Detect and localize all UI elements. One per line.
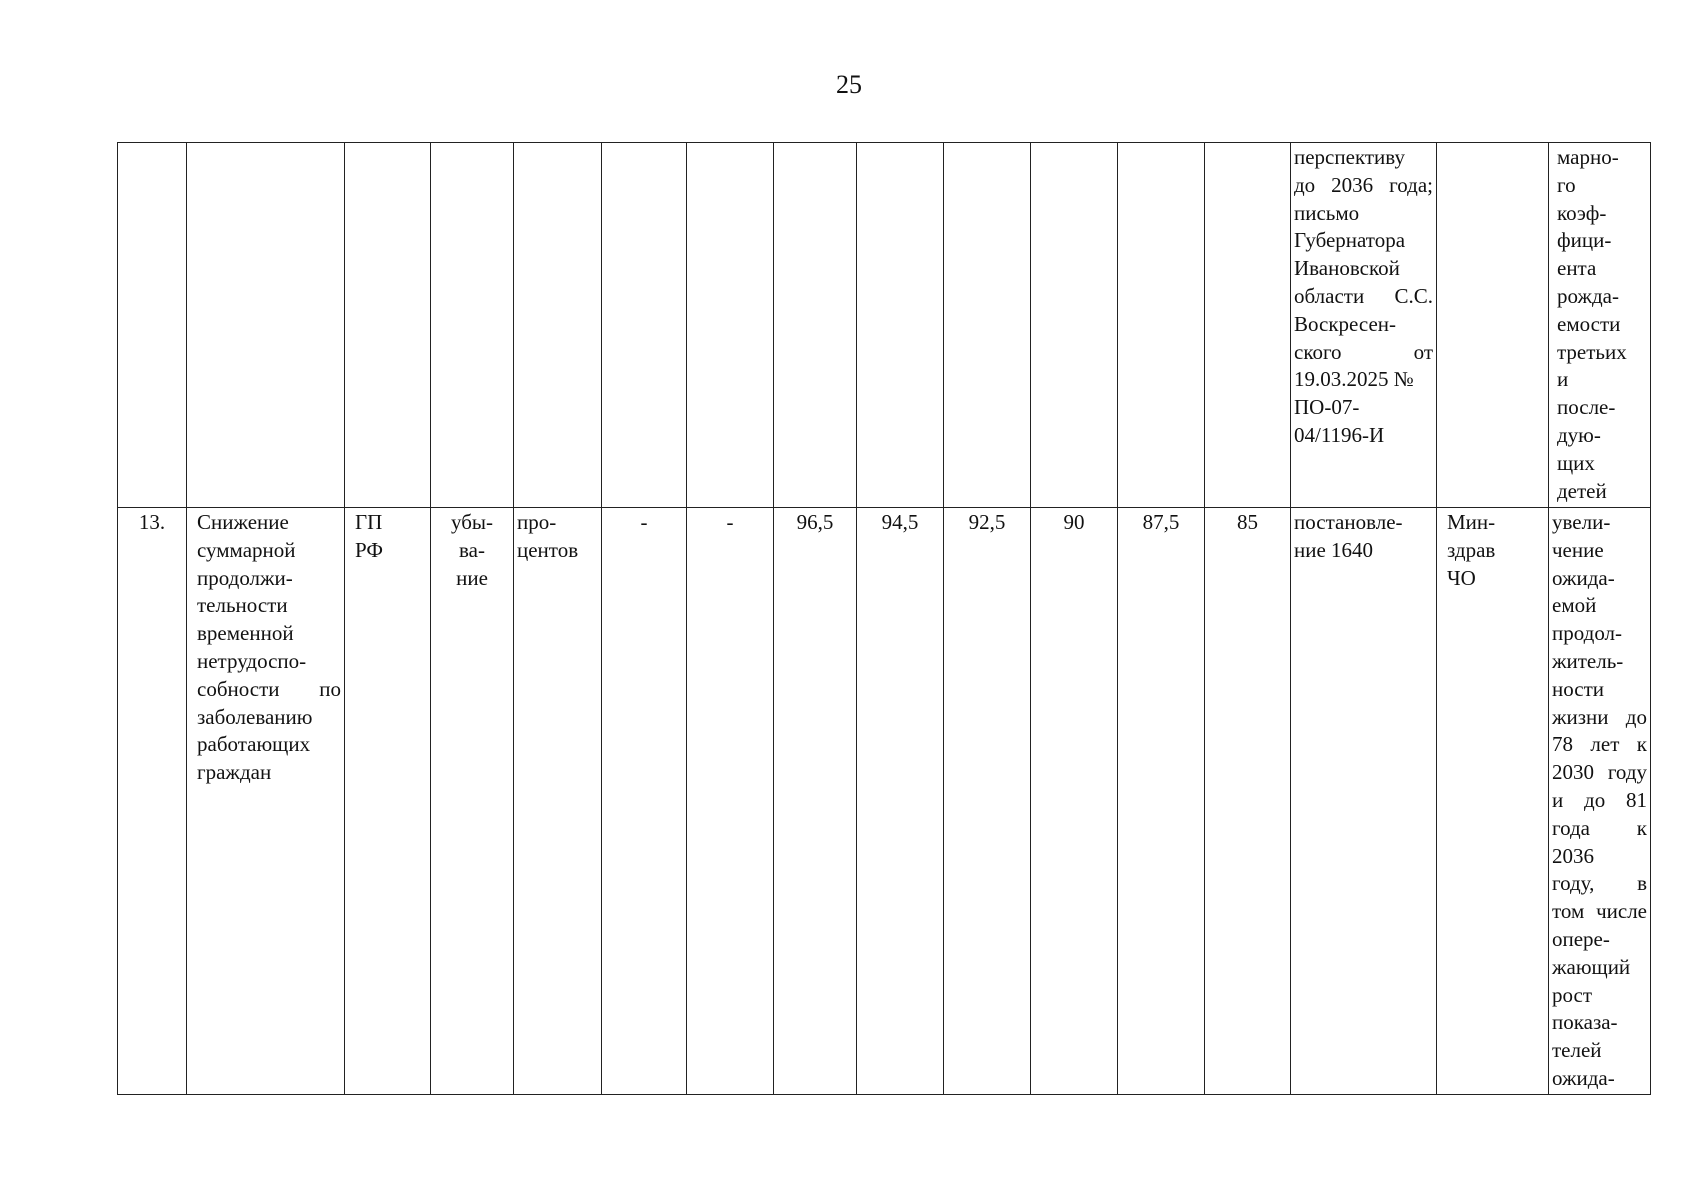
cell-value-4 <box>1031 143 1118 508</box>
cell-name <box>187 508 345 1095</box>
text-line: заболеванию <box>197 704 313 729</box>
cell-unit <box>514 508 602 1095</box>
text-line: Мин- <box>1447 510 1496 534</box>
text-line: после- <box>1557 395 1616 420</box>
text-line: ожида- <box>1552 565 1615 590</box>
cell-trend <box>431 508 514 1095</box>
cell-value-2: 94,5 <box>857 508 944 1095</box>
cell-result <box>1549 143 1651 508</box>
text-line: 2036 <box>1552 843 1594 868</box>
cell-name <box>187 143 345 508</box>
cell-value-5 <box>1118 143 1205 508</box>
text-line: письмо <box>1294 200 1360 225</box>
text-line: емости <box>1557 311 1621 336</box>
text-line: коэф- <box>1557 200 1607 225</box>
cell-value-6: 85 <box>1205 508 1291 1095</box>
text-line: и <box>1557 367 1569 392</box>
text-line: ние 1640 <box>1294 537 1374 562</box>
text-line: емой <box>1552 593 1597 618</box>
cell-value-3 <box>944 143 1031 508</box>
text-line: марно- <box>1557 145 1619 169</box>
cell-base-year <box>687 143 774 508</box>
cell-value-6 <box>1205 143 1291 508</box>
text-line: детей <box>1557 478 1607 503</box>
cell-unit <box>514 143 602 508</box>
text-line: центов <box>517 537 579 562</box>
text-line: продолжи- <box>197 565 293 590</box>
text-line: ва- <box>459 537 485 562</box>
text-line: 04/1196-И <box>1294 422 1385 447</box>
cell-level <box>345 143 431 508</box>
text-line: чение <box>1552 537 1604 562</box>
text-line: 78 лет к <box>1552 732 1647 757</box>
text-line: фици- <box>1557 228 1612 253</box>
text-line: 2030 году <box>1552 760 1647 785</box>
text-line: опере- <box>1552 926 1610 951</box>
cell-base-value: - <box>602 508 687 1095</box>
cell-responsible <box>1437 508 1549 1095</box>
cell-value-4: 90 <box>1031 508 1118 1095</box>
text-line: до 2036 года; <box>1294 172 1433 197</box>
text-line: щих <box>1557 450 1595 475</box>
text-line: ПО-07- <box>1294 395 1360 420</box>
cell-responsible <box>1437 143 1549 508</box>
text-line: ского от <box>1294 339 1433 364</box>
text-line: ента <box>1557 256 1597 281</box>
text-line: жизни до <box>1552 704 1647 729</box>
text-line: собности по <box>197 676 341 701</box>
text-line: Снижение <box>197 510 289 534</box>
text-line: тельности <box>197 593 288 618</box>
text-line: ЧО <box>1447 565 1476 590</box>
text-line: работающих <box>197 732 311 757</box>
text-line: Ивановской <box>1294 256 1400 281</box>
cell-num: 13. <box>118 508 187 1095</box>
table-row-continuation <box>118 143 1651 508</box>
text-line: ГП <box>355 510 383 534</box>
text-line: 19.03.2025 № <box>1294 367 1414 392</box>
cell-value-3: 92,5 <box>944 508 1031 1095</box>
text-line: года к <box>1552 815 1647 840</box>
text-line: году, в <box>1552 871 1647 896</box>
cell-level <box>345 508 431 1095</box>
indicators-table <box>117 142 1651 1095</box>
text-line: показа- <box>1552 1010 1618 1035</box>
cell-value-2 <box>857 143 944 508</box>
text-line: ние <box>456 565 488 590</box>
text-line: третьих <box>1557 339 1627 364</box>
text-line: нетрудоспо- <box>197 648 307 673</box>
text-line: телей <box>1552 1038 1602 1063</box>
cell-num <box>118 143 187 508</box>
text-line: дую- <box>1557 422 1601 447</box>
cell-value-5: 87,5 <box>1118 508 1205 1095</box>
text-line: Губернатора <box>1294 228 1406 253</box>
text-line: и до 81 <box>1552 787 1647 812</box>
table-row-13 <box>118 508 1651 1095</box>
text-line: постановле- <box>1294 510 1403 534</box>
text-line: убы- <box>450 510 493 534</box>
text-line: суммарной <box>197 537 296 562</box>
cell-basis <box>1291 143 1437 508</box>
cell-result <box>1549 508 1651 1095</box>
text-line: здрав <box>1447 537 1496 562</box>
text-line: рост <box>1552 982 1593 1007</box>
cell-value-1 <box>774 143 857 508</box>
text-line: рожда- <box>1557 283 1619 308</box>
text-line: го <box>1557 172 1576 197</box>
cell-base-value <box>602 143 687 508</box>
text-line: житель- <box>1552 648 1624 673</box>
text-line: ожида- <box>1552 1065 1615 1090</box>
text-line: ности <box>1552 676 1604 701</box>
text-line: про- <box>517 510 557 534</box>
text-line: увели- <box>1552 510 1611 534</box>
text-line: перспективу <box>1294 145 1405 169</box>
text-line: жающий <box>1552 954 1631 979</box>
text-line: Воскресен- <box>1294 311 1397 336</box>
text-line: продол- <box>1552 621 1623 646</box>
text-line: граждан <box>197 760 272 785</box>
text-line: РФ <box>355 537 383 562</box>
cell-trend <box>431 143 514 508</box>
page-number: 25 <box>836 70 862 99</box>
cell-basis <box>1291 508 1437 1095</box>
cell-value-1: 96,5 <box>774 508 857 1095</box>
text-line: области С.С. <box>1294 283 1433 308</box>
cell-base-year: - <box>687 508 774 1095</box>
text-line: том числе <box>1552 899 1647 924</box>
text-line: временной <box>197 621 294 646</box>
